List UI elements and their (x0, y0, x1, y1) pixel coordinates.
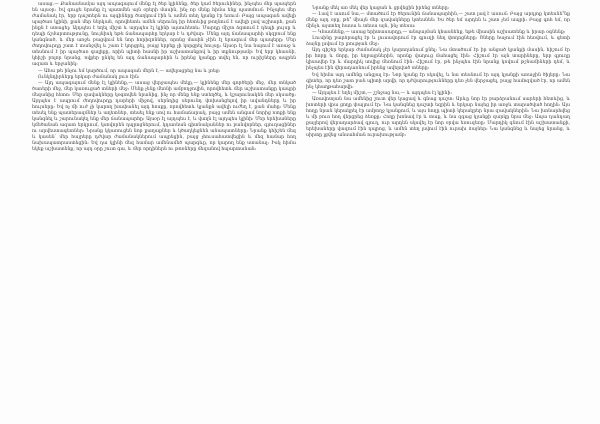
paragraph: — Այդպես է եղել միշտ,— շշնջաց նա,— և այդպես էլ կլինի։ (312, 90, 452, 96)
paragraph: — Լավ է ասում նա,— մտածում էր ծերունին ճանապարհին,— շատ լավ է ասում։ Բայց արդյոք կտեսնե՞նք մենք այդ օրը, թե՞ միայն մեր զավակները կտեսնեն։ Ես ծեր եմ արդեն և շատ չեմ ապրի։ Բայց գոհ եմ, որ մինչև այստեղ հասա և տեսա այն, ինչ տեսա։ (306, 12, 570, 30)
paragraph: — Ահա թե ինչու եմ կարծում, որ ապագան մերն է,— ավելացրեց նա և լռեց։ (38, 68, 221, 74)
paragraph: Լուսինը բարձրացել էր և լուսավորում էր գյուղի նեղ փողոցները։ Շները հաչում էին հեռվում, և գետի ձայնը լսվում էր լռության մեջ։ (306, 36, 570, 48)
paragraph: Ունկնդիրները երկար ժամանակ լուռ էին։ (38, 74, 140, 80)
paragraph: ասաց.— Քանասնամյա այդ ապագայում մենք էլ ծեր կլինենք, ծեր կամ ծերունիներ, ինչպես մեր պապերն են այսօր։ Եվ գուցե նրանք էլ պատմեն այն օրերի մասին, ինչ որ մենք հիմա ենք պատմում։ Ինչպես մեր ժամանակ էր, երբ դաշտերն ու այգիները ծաղկում էին և ամեն տեղ կյանք էր եռում։ Բայց ապագան ավելի պայծառ կլինի, քան մեր ներկան, որովհետև ամեն սերունդ իր հետևից թողնում է ավելի լավ աշխարհ, քան ինքն է ստացել։ Այդպես է եղել միշտ և այդպես էլ կլինի այսուհետև։ Մարդը միշտ ձգտում է դեպի լույսը և դեպի ճշմարտությունը, նույնիսկ եթե ճանապարհը երկար է և դժվար։ Մենք այդ ճանապարհի սկզբում ենք կանգնած, և մեր առջև բացվում են նոր հորիզոններ, որոնց մասին չէին էլ երազում մեր պապերը։ Մեր ժողովուրդը շատ է տանջվել և շատ է կորցրել, բայց երբեք չի կորցրել հույսը։ Այսօր էլ նա նայում է առաջ և տեսնում է իր պայծառ գալիքը, որին պիտի հասնի իր աշխատանքով և իր տքնությամբ։ Եվ երբ կհասնի, կհիշի բոլոր նրանց, ովքեր ընկել են այդ ճանապարհին և իրենց կյանքը տվել են, որ ուրիշները ապրեն ազատ և երջանիկ։ (32, 2, 296, 68)
paragraph: — Կհասնենք,— ասաց երիտասարդը,— անպայման կհասնենք, եթե միասին աշխատենք և իրար օգնենք։ (312, 30, 566, 36)
paragraph: Այդ գիշեր երկար ժամանակ չէր կարողանում քնել։ Նա մտածում էր իր անցած կյանքի մասին, հիշում էր իր հորը և մորը, իր եղբայրներին, որոնք վաղուց մահացել էին։ Հիշում էր այն տարիները, երբ գյուղը կիսավեր էր և մարդիկ սովից մեռնում էին։ Հիշում էր, թե ինչպես էին նրանք կռվում թշնամիների դեմ, և ինչպես էին վերադառնում իրենց ավերված տները։ (306, 48, 570, 72)
paragraph: Առավոտյան նա ամենից շուտ վեր կացավ և գնաց դաշտ։ Արևը նոր էր բարձրանում սարերի հետևից, և խոտերի վրա ցողը փայլում էր։ Նա կանգնեց դաշտի եզրին և երկար նայեց իր առջև տարածված հողին։ Այս հողը նրան կերակրել էր ամբողջ կյանքում, և այս հողը պիտի կերակրեր նրա զավակներին։ Նա խոնարհվեց և մի բուռ հող վերցրեց ձեռքը։ Հողը խոնավ էր և տաք, և նա զգաց կյանքի զարկը նրա մեջ։ Ապա դանդաղ քայլերով վերադարձավ գյուղ, ուր արդեն սկսվել էր նոր օրվա եռուզեռը։ Մարդիկ գնում էին աշխատանքի, երեխաները վազում էին դպրոց, և ամեն տեղ լսվում էին ուրախ ձայներ։ Նա կանգնեց և նայեց նրանց, և սիրտը լցվեց անսահման ուրախությամբ։ (306, 96, 570, 138)
paragraph: Եվ հիմա այդ ամենը անցյալ էր։ Նոր կյանք էր սկսվել, և նա տեսնում էր այդ կյանքի առաջին ծիլերը։ Նա գիտեր, որ դեռ շատ բան պիտի արվի, որ դժվարությունները դեռ չեն վերջացել, բայց համոզված էր, որ ամեն ինչ կհաղթահարվի։ (306, 72, 570, 90)
paragraph: — Այդ ապագայում մենք էլ կլինենք,— ասաց վերջապես մեկը,— կլինենք մեր գործերի մեջ, մեր տնկած ծառերի մեջ, մեր կառուցած տների մեջ։ Մենք չենք մեռնի ամբողջովին, որովհետև մեր աշխատանքը կապրի մեզանից հետո։ Մեր զավակները կօգտվեն նրանից, ինչ որ մենք ենք ստեղծել, և կշարունակեն մեր սկսածը։ Այդպես է ապրում ժողովուրդը դարերի միջով, սերնդից սերունդ փոխանցելով իր ավանդները և իր հույսերը։ Եվ ոչ մի ուժ չի կարող խափանել այդ հոսքը, որովհետև կյանքն ավելի ուժեղ է, քան մահը։ Մենք տեսել ենք պատերազմներ և աղետներ, տեսել ենք սով ու համաճարակ, բայց ամեն անգամ նորից ոտքի ենք կանգնել և շարունակել ենք մեր ճանապարհը։ Այսօր էլ այդպես է, և վաղն էլ այդպես կլինի։ Մեր երեխաները կմեծանան ազատ երկրում, կսովորեն դպրոցներում, կդառնան գիտնականներ ու բանվորներ, գյուղացիներ ու արվեստագետներ։ Նրանք կկառուցեն նոր քաղաքներ և կծաղկեցնեն անապատները։ Նրանք կհիշեն մեզ և կասեն՝ մեր հայրերը դժվար ժամանակներում ապրեցին, բայց չհուսահատվեցին և մեզ համար հող նախապատրաստեցին։ Եվ դա կլինի մեզ համար ամենամեծ պարգևը, որ կարող ենք ստանալ։ Իսկ հիմա եկեք աշխատենք, որ այդ օրը շուտ գա, և մեր որդիներն ու թոռները մեզանով հպարտանան։ (32, 80, 296, 153)
text-column-right (306, 6, 570, 139)
text-column-left (32, 2, 296, 153)
paragraph: Նրանք մեկ առ մեկ վեր կացան և ցրվեցին իրենց տները։ (312, 6, 450, 11)
